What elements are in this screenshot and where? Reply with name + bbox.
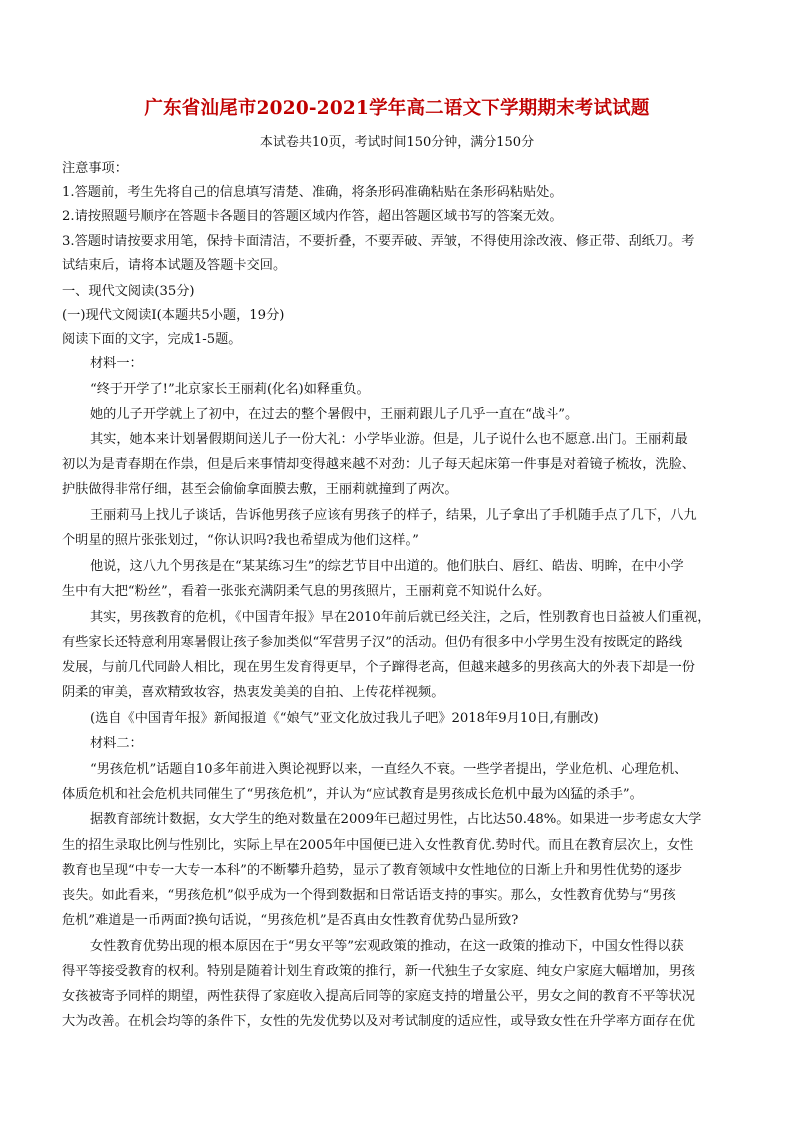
material-one-line: 她的儿子开学就上了初中，在过去的整个暑假中，王丽莉跟儿子几乎一直在“战斗”。 xyxy=(90,407,579,422)
material-one-line: “终于开学了!”北京家长王丽莉(化名)如释重负。 xyxy=(90,382,370,397)
material-one-line: 有些家长还特意利用寒暑假让孩子参加类似“军营男子汉”的活动。但仍有很多中小学男生没有按既定的路线 xyxy=(62,635,683,650)
material-one-line: 初以为是青春期在作祟，但是后来事情却变得越来越不对劲：儿子每天起床第一件事是对着镜子梳妆，洗脸、 xyxy=(62,457,695,472)
material-two-line: 危机”难道是一币两面?换句话说，“男孩危机”是否真由女性教育优势凸显所致? xyxy=(62,913,519,928)
material-two-line: 据教育部统计数据，女大学生的绝对数量在2009年已超过男性，占比达50.48%。如果进一步考虑女大学 xyxy=(90,812,702,827)
material-source: (选自《中国青年报》新闻报道《“娘气”亚文化放过我儿子吧》2018年9月10日,有删改) xyxy=(90,711,599,726)
subsection-heading: (一)现代文阅读Ⅰ(本题共5小题，19分) xyxy=(62,308,285,323)
material-one-line: 其实，她本来计划暑假期间送儿子一份大礼：小学毕业游。但是，儿子说什么也不愿意.出门。王丽莉最 xyxy=(90,432,688,447)
notice-heading: 注意事项： xyxy=(62,161,128,176)
material-two-line: 生的招生录取比例与性别比，实际上早在2005年中国便已进入女性教育优.势时代。而且在教育层次上，女性 xyxy=(62,838,694,853)
document-title: 广东省汕尾市2020-2021学年高二语文下学期期末考试试题 xyxy=(144,98,650,119)
material-one-line: 发展，与前几代同龄人相比，现在男生发育得更早，个子蹿得老高，但越来越多的男孩高大的外表下却是一份 xyxy=(62,660,695,675)
instruction: 阅读下面的文字，完成1-5题。 xyxy=(62,332,242,347)
material-one-line: 阴柔的审美，喜欢精致妆容，热衷发美美的自拍、上传花样视频。 xyxy=(62,685,445,700)
material-two-line: 体质危机和社会危机共同催生了“男孩危机”，并认为“应试教育是男孩成长危机中最为凶猛的杀手”。 xyxy=(62,787,643,802)
material-one-line: 王丽莉马上找儿子谈话，告诉他男孩子应该有男孩子的样子，结果，儿子拿出了手机随手点了几下，八九 xyxy=(90,508,697,523)
section-heading: 一、现代文阅读(35分) xyxy=(62,284,195,299)
notice-item: 3.答题时请按要求用笔，保持卡面清洁，不要折叠，不要弄破、弄皱，不得使用涂改液、修正带、刮纸刀。考 xyxy=(62,234,695,249)
material-one-line: 生中有大把“粉丝”，看着一张张充满阴柔气息的男孩照片，王丽莉竟不知说什么好。 xyxy=(62,584,551,599)
material-two-line: “男孩危机”话题自10多年前进入舆论视野以来，一直经久不衰。一些学者提出，学业危机、心理危机、 xyxy=(90,762,688,777)
material-two-line: 丧失。如此看来，“男孩危机”似乎成为一个得到数据和日常话语支持的事实。那么，女性教育优势与“男孩 xyxy=(62,888,676,903)
material-one-line: 个明星的照片张张划过，“你认识吗?我也希望成为他们这样。” xyxy=(62,533,419,548)
material-two-line: 女孩被寄予同样的期望，两性获得了家庭收入提高后同等的家庭支持的增量公平，男女之间的教育不平等状况 xyxy=(62,989,695,1004)
notice-item: 试结束后，请将本试题及答题卡交回。 xyxy=(62,258,287,273)
material-one-line: 其实，男孩教育的危机，《中国青年报》早在2010年前后就已经关注，之后，性别教育也日益被人们重视， xyxy=(90,610,711,625)
notice-item: 2.请按照题号顺序在答题卡各题目的答题区域内作答，超出答题区域书写的答案无效。 xyxy=(62,209,563,224)
material-two-line: 教育也呈现“中专一大专一本科”的不断攀升趋势，显示了教育领域中女性地位的日渐上升和男性优势的逐步 xyxy=(62,863,683,878)
material-two-line: 大为改善。在机会均等的条件下，女性的先发优势以及对考试制度的适应性，或导致女性在升学率方面存在优 xyxy=(62,1014,695,1029)
notice-item: 1.答题前，考生先将自己的信息填写清楚、准确，将条形码准确粘贴在条形码粘贴处。 xyxy=(62,185,563,200)
material-label: 材料一： xyxy=(90,356,143,371)
document-subtitle: 本试卷共10页，考试时间150分钟，满分150分 xyxy=(259,135,535,150)
material-two-line: 得平等接受教育的权利。特别是随着计划生育政策的推行，新一代独生子女家庭、纯女户家庭大幅增加，男孩 xyxy=(62,964,695,979)
material-one-line: 护肤做得非常仔细，甚至会偷偷拿面膜去敷，王丽莉就撞到了两次。 xyxy=(62,482,458,497)
material-two-line: 女性教育优势出现的根本原因在于“男女平等”宏观政策的推动，在这一政策的推动下，中国女性得以获 xyxy=(90,939,684,954)
material-label: 材料二： xyxy=(90,736,143,751)
material-one-line: 他说，这八九个男孩是在“某某练习生”的综艺节目中出道的。他们肤白、唇红、皓齿、明眸，在中小学 xyxy=(90,559,684,574)
